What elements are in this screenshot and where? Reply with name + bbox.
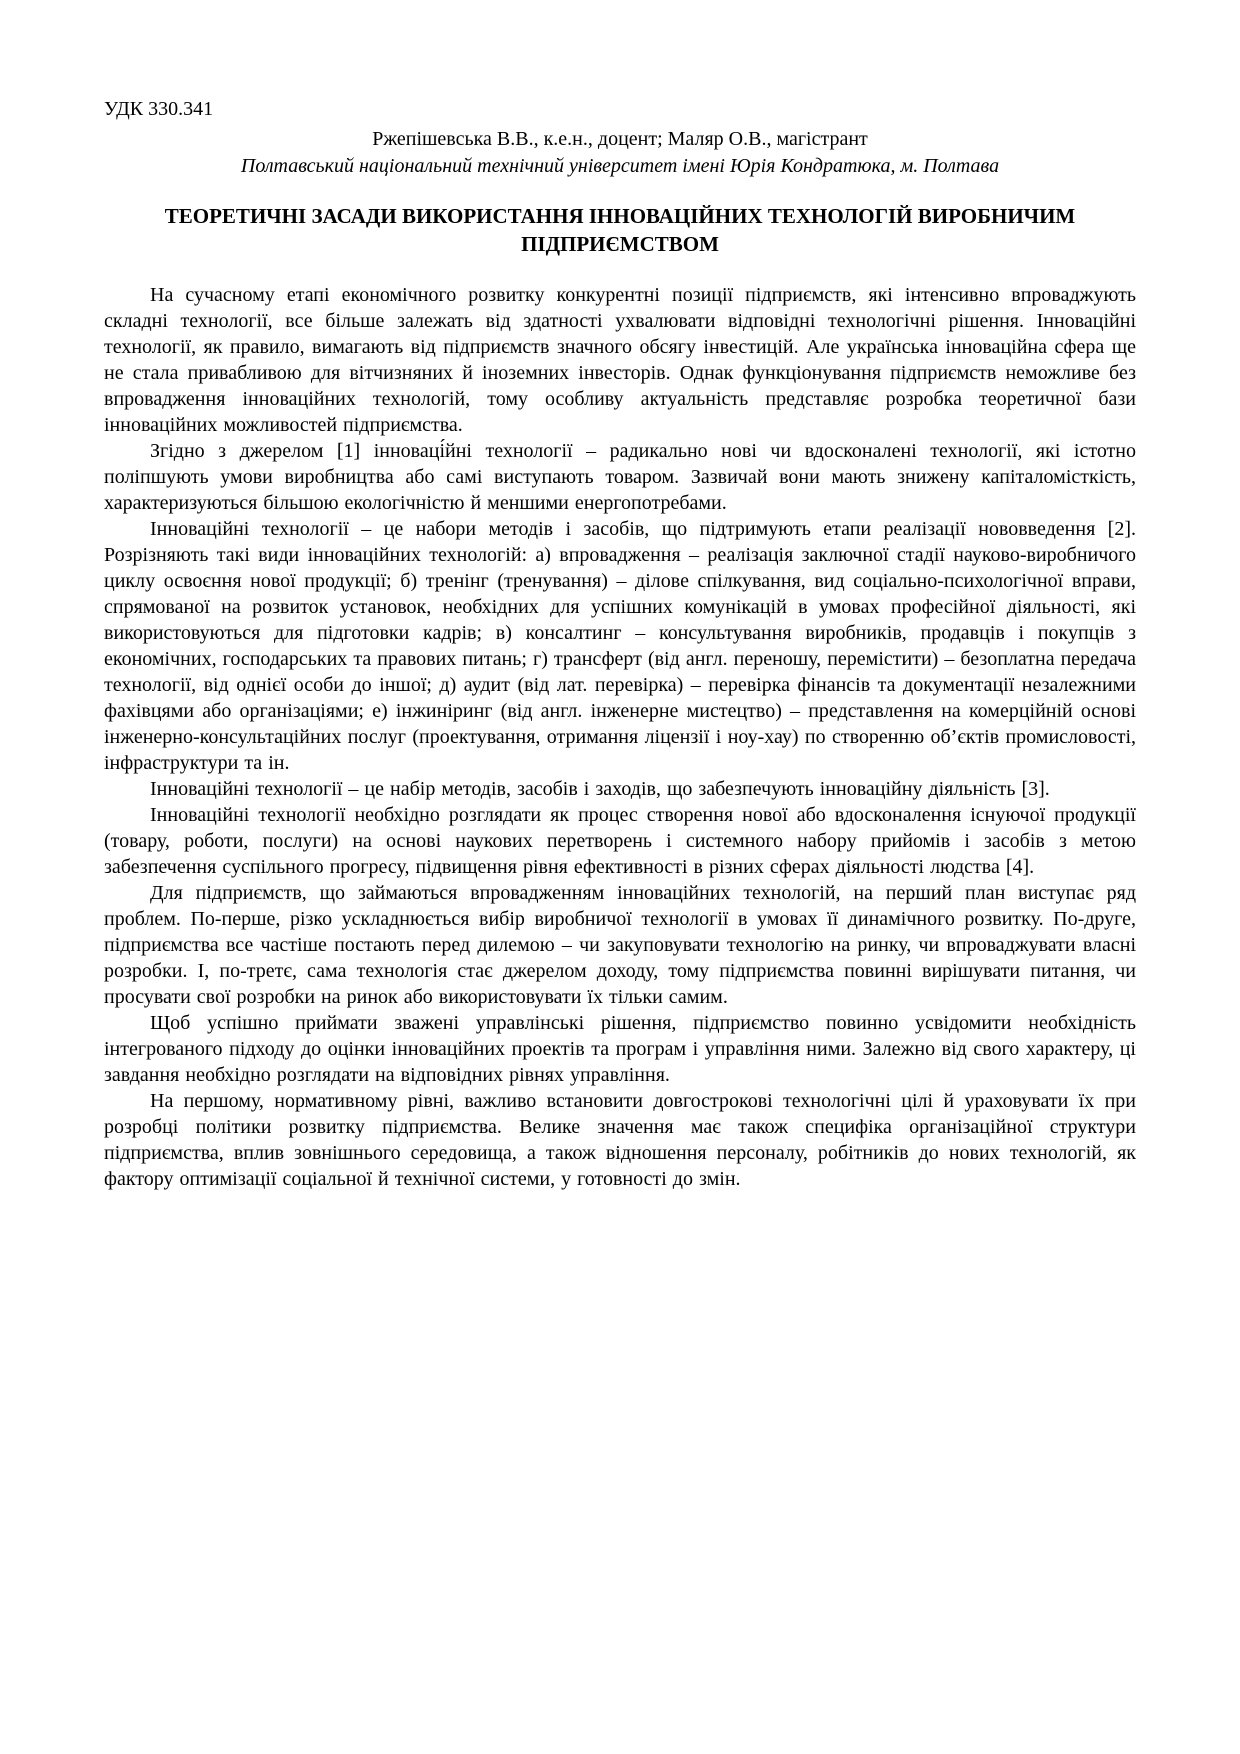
- paragraph-7: Щоб успішно приймати зважені управлінські рішення, підприємство повинно усвідомити необхідність інтегрованого підходу до оцінки інноваційних проектів та програм і управління ними. Залежно від свого характеру, ці завдання необхідно розглядати на відповідних рівнях управління.: [104, 1012, 1136, 1086]
- paragraph-5: Інноваційні технології необхідно розглядати як процес створення нової або вдосконалення існуючої продукції (товару, роботи, послуги) на основі наукових перетворень і системного набору прийомів і засобів з метою забезпечення суспільного прогресу, підвищення рівня ефективності в різних сферах діяльності людства [4].: [104, 804, 1136, 878]
- paragraph-4: Інноваційні технології – це набір методів, засобів і заходів, що забезпечують інноваційну діяльність [3].: [150, 778, 1050, 800]
- udc-code: УДК 330.341: [104, 98, 214, 120]
- article-title: ТЕОРЕТИЧНІ ЗАСАДИ ВИКОРИСТАННЯ ІННОВАЦІЙНИХ ТЕХНОЛОГІЙ ВИРОБНИЧИМ ПІДПРИЄМСТВОМ: [164, 204, 1076, 256]
- article-body: [104, 282, 1136, 1192]
- paragraph-8: На першому, нормативному рівні, важливо встановити довгострокові технологічні цілі й ураховувати їх при розробці політики розвитку підприємства. Велике значення має також специфіка організаційної структури підприємства, вплив зовнішнього середовища, а також відношення персоналу, робітників до нових технологій, як фактору оптимізації соціальної й технічної системи, у готовності до змін.: [104, 1090, 1136, 1190]
- affiliation-line: Полтавський національний технічний університет імені Юрія Кондратюка, м. Полтава: [240, 155, 1000, 177]
- paragraph-2: Згідно з джерелом [1] інноваці́йні технології – радикально нові чи вдосконалені технології, які істотно поліпшують умови виробництва або самі виступають товаром. Зазвичай вони мають знижену капіталомісткість, характеризуються більшою екологічністю й меншими енергопотребами.: [104, 440, 1136, 514]
- paragraph-3: Інноваційні технології – це набори методів і засобів, що підтримують етапи реалізації нововведення [2]. Розрізняють такі види інноваційних технологій: а) впровадження – реалізація заключної стадії науково-виробничого циклу освоєння нової продукції; б) тренінг (тренування) – ділове спілкування, вид соціально-психологічної вправи, спрямованої на розвиток установок, необхідних для успішних комунікацій в умовах професійної діяльності, які використовуються для підготовки кадрів; в) консалтинг – консультування виробників, продавців і покупців з економічних, господарських та правових питань; г) трансферт (від англ. переношу, перемістити) – безоплатна передача технології, від однієї особи до іншої; д) аудит (від лат. перевірка) – перевірка фінансів та документації незалежними фахівцями або організаціями; е) інжиніринг (від англ. інженерне мистецтво) – представлення на комерційній основі інженерно-консультаційних послуг (проектування, отримання ліцензії і ноу-хау) по створенню об’єктів промисловості, інфраструктури та ін.: [104, 518, 1136, 774]
- paragraph-6: Для підприємств, що займаються впровадженням інноваційних технологій, на перший план виступає ряд проблем. По-перше, різко ускладнюється вибір виробничої технології в умовах її динамічного розвитку. По-друге, підприємства все частіше постають перед дилемою – чи закуповувати технологію на ринку, чи впроваджувати власні розробки. І, по-третє, сама технологія стає джерелом доходу, тому підприємства повинні вирішувати питання, чи просувати свої розробки на ринок або використовувати їх тільки самим.: [104, 882, 1136, 1008]
- paragraph-1: На сучасному етапі економічного розвитку конкурентні позиції підприємств, які інтенсивно впроваджують складні технології, все більше залежать від здатності ухвалювати відповідні технологічні рішення. Інноваційні технології, як правило, вимагають від підприємств значного обсягу інвестицій. Але українська інноваційна сфера ще не стала привабливою для вітчизняних й іноземних інвесторів. Однак функціонування підприємств неможливе без впровадження інноваційних технологій, тому особливу актуальність представляє розробка теоретичної бази інноваційних можливостей підприємства.: [104, 284, 1136, 436]
- authors-line: Ржепішевська В.В., к.е.н., доцент; Маляр О.В., магістрант: [372, 128, 868, 150]
